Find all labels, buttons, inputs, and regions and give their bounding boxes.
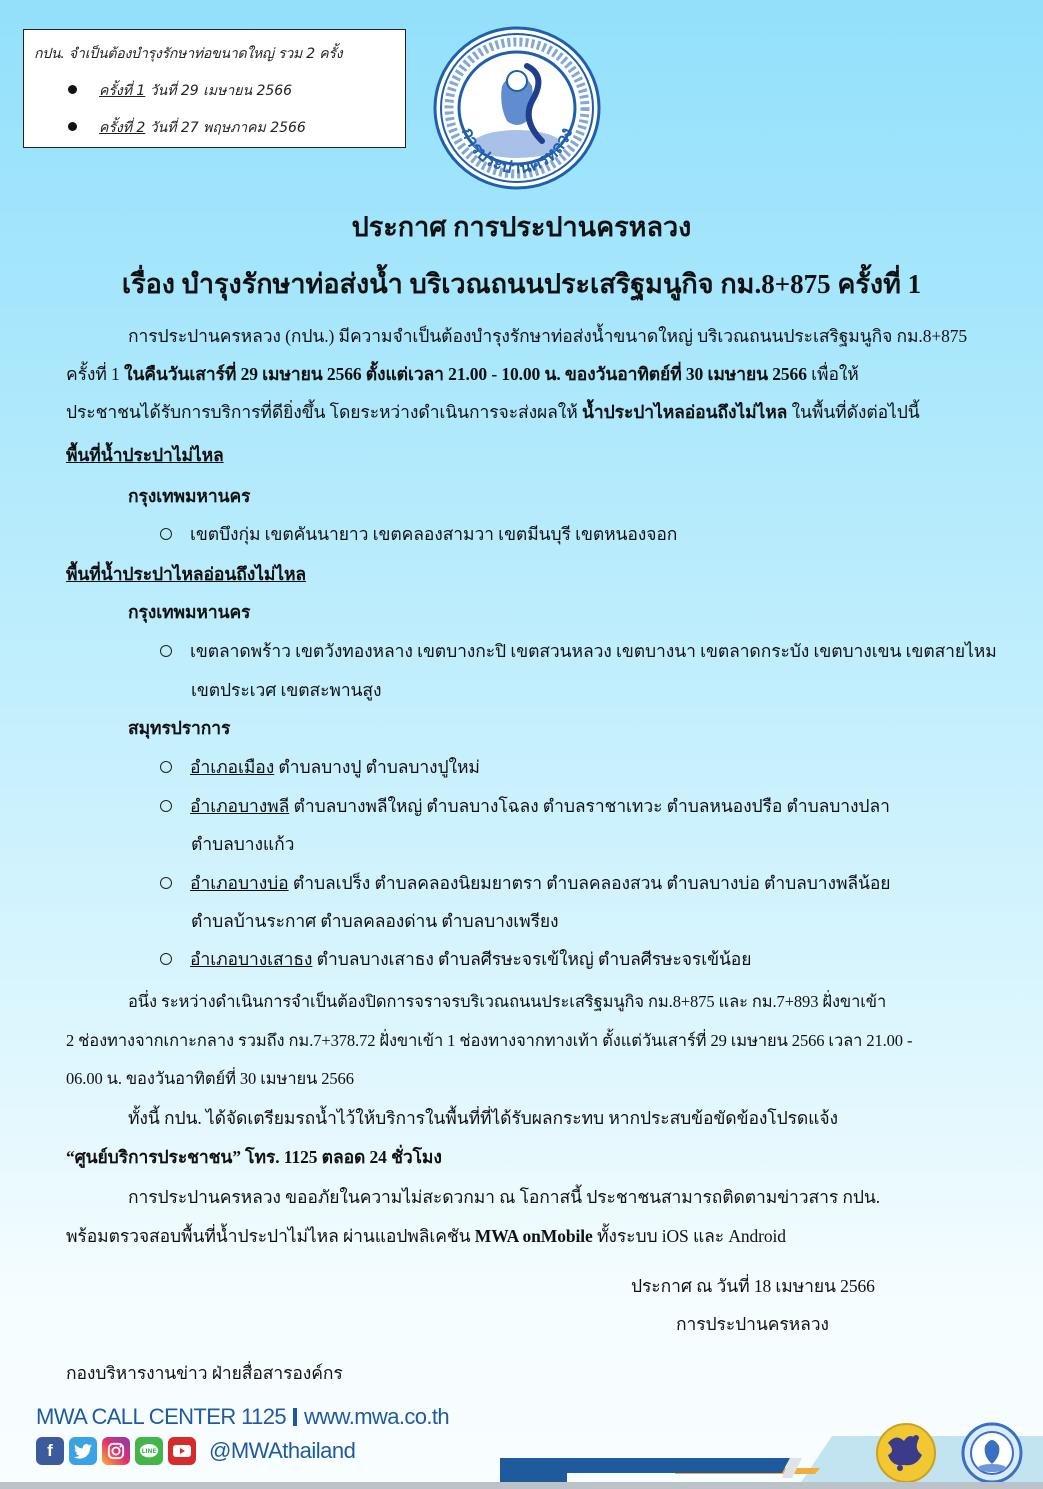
- circle-bullet-icon: [160, 800, 172, 812]
- apology-line-2: [66, 1222, 786, 1250]
- intro-effect: น้ำประปาไหลอ่อนถึงไม่ไหล: [581, 402, 788, 422]
- app-name: MWA onMobile: [474, 1226, 593, 1246]
- amphoe-name: อำเภอเมือง: [190, 757, 275, 777]
- amphoe-item: [160, 945, 751, 973]
- intro-text: เพื่อให้: [806, 364, 859, 384]
- low-water-province-bkk: กรุงเทพมหานคร: [128, 602, 251, 622]
- amphoe-item: [160, 753, 480, 781]
- instagram-icon[interactable]: [102, 1437, 130, 1465]
- tambon-list: ตำบลบางเสาธง ตำบลศีรษะจรเข้ใหญ่ ตำบลศีรษะจรเข้น้อย: [312, 949, 752, 969]
- footer-contact: [36, 1404, 449, 1430]
- intro-schedule: ในคืนวันเสาร์ที่ 29 เมษายน 2566 ตั้งแต่เวลา 21.00 - 10.00 น. ของวันอาทิตย์ที่ 30 เมษายน 2566: [124, 364, 807, 384]
- tambon-list: ตำบลบางพลีใหญ่ ตำบลบางโฉลง ตำบลราชาเทวะ ตำบลหนองปรือ ตำบลบางปลา: [289, 796, 890, 816]
- notice-item-date: วันที่ 29 เมษายน 2566: [145, 83, 293, 99]
- traffic-line-1: อนึ่ง ระหว่างดำเนินการจำเป็นต้องปิดการจราจรบริเวณถนนประเสริฐมนูกิจ กม.8+875 และ กม.7+893 ฝั่งขาเข้า: [128, 992, 887, 1011]
- youtube-icon[interactable]: [168, 1437, 196, 1465]
- service-line-1: ทั้งนี้ กปน. ได้จัดเตรียมรถน้ำไว้ให้บริการในพื้นที่ที่ได้รับผลกระทบ หากประสบข้อขัดข้องโปรดแจ้ง: [128, 1108, 838, 1128]
- amphoe-name: อำเภอบางบ่อ: [190, 873, 289, 893]
- circle-bullet-icon: [160, 528, 172, 540]
- tambon-list-cont: ตำบลบ้านระกาศ ตำบลคลองด่าน ตำบลบางเพรียง: [191, 911, 559, 931]
- intro-line-3: [66, 398, 920, 426]
- website-link[interactable]: www.mwa.co.th: [304, 1404, 450, 1429]
- low-water-bkk-districts: [160, 637, 997, 665]
- no-water-province: กรุงเทพมหานคร: [128, 486, 251, 506]
- low-water-heading: พื้นที่น้ำประปาไหลอ่อนถึงไม่ไหล: [66, 564, 307, 584]
- social-handle[interactable]: @MWAthailand: [209, 1438, 356, 1463]
- notice-box: [23, 29, 406, 148]
- bullet-icon: [68, 85, 77, 94]
- notice-item-date: วันที่ 27 พฤษภาคม 2566: [145, 120, 306, 136]
- apology-line-1: การประปานครหลวง ขออภัยในความไม่สะดวกมา ณ โอกาสนี้ ประชาชนสามารถติดตามข่าวสาร กปน.: [128, 1187, 881, 1207]
- bullet-icon: [68, 122, 77, 131]
- low-water-province-spk: สมุทรปราการ: [128, 718, 231, 738]
- tambon-list-cont: ตำบลบางแก้ว: [191, 834, 295, 854]
- district-list: เขตลาดพร้าว เขตวังทองหลาง เขตบางกะปิ เขตสวนหลวง เขตบางนา เขตลาดกระบัง เขตบางเขน เขตสายไหม: [190, 641, 997, 661]
- bottom-strip: [0, 1482, 1043, 1489]
- no-water-heading: พื้นที่น้ำประปาไม่ไหล: [66, 445, 224, 465]
- dragon-seal-icon: [877, 1424, 935, 1482]
- mwa-logo-icon: [432, 26, 602, 191]
- circle-bullet-icon: [160, 953, 172, 965]
- department-name: กองบริหารงานข่าว ฝ่ายสื่อสารองค์กร: [66, 1363, 343, 1383]
- notice-item-1: [68, 80, 292, 102]
- service-line-2: “ศูนย์บริการประชาชน” โทร. 1125 ตลอด 24 ชั่วโมง: [66, 1147, 442, 1167]
- facebook-icon[interactable]: f: [36, 1437, 64, 1465]
- notice-title: กปน. จำเป็นต้องบำรุงรักษาท่อขนาดใหญ่ รวม 2 ครั้ง: [34, 46, 343, 62]
- svg-text:การประปานครหลวง: การประปานครหลวง: [456, 125, 578, 179]
- circle-bullet-icon: [160, 877, 172, 889]
- call-center: MWA CALL CENTER 1125: [36, 1404, 287, 1429]
- amphoe-name: อำเภอบางเสาธง: [190, 949, 313, 969]
- tambon-list: ตำบลเปร็ง ตำบลคลองนิยมยาตรา ตำบลคลองสวน ตำบลบางบ่อ ตำบลบางพลีน้อย: [288, 873, 891, 893]
- intro-line-2: [66, 360, 859, 388]
- separator: [293, 1408, 297, 1426]
- signature-date: ประกาศ ณ วันที่ 18 เมษายน 2566: [631, 1276, 875, 1296]
- intro-text: ครั้งที่ 1: [66, 364, 124, 384]
- notice-item-label: ครั้งที่ 2: [99, 120, 146, 136]
- intro-text: ในพื้นที่ดังต่อไปนี้: [787, 402, 920, 422]
- twitter-icon[interactable]: [69, 1437, 97, 1465]
- mwa-seal-small-icon: [963, 1424, 1021, 1482]
- circle-bullet-icon: [160, 645, 172, 657]
- line-icon[interactable]: [135, 1437, 163, 1465]
- intro-line-1: การประปานครหลวง (กปน.) มีความจำเป็นต้องบำรุงรักษาท่อส่งน้ำขนาดใหญ่ บริเวณถนนประเสริฐมนูกิจ กม.8+875: [128, 326, 968, 346]
- notice-item-label: ครั้งที่ 1: [99, 83, 146, 99]
- amphoe-item: [160, 792, 890, 820]
- traffic-line-3: 06.00 น. ของวันอาทิตย์ที่ 30 เมษายน 2566: [66, 1069, 354, 1088]
- tambon-list: ตำบลบางปู ตำบลบางปูใหม่: [274, 757, 480, 777]
- low-water-bkk-districts-cont: เขตประเวศ เขตสะพานสูง: [191, 680, 382, 700]
- svg-text:LINE: LINE: [141, 1448, 157, 1455]
- circle-bullet-icon: [160, 761, 172, 773]
- amphoe-name: อำเภอบางพลี: [190, 796, 290, 816]
- intro-text: ประชาชนได้รับการบริการที่ดียิ่งขึ้น โดยระหว่างดำเนินการจะส่งผลให้: [66, 402, 582, 422]
- apology-text: พร้อมตรวจสอบพื้นที่น้ำประปาไม่ไหล ผ่านแอปพลิเคชัน: [66, 1226, 475, 1246]
- signature-org: การประปานครหลวง: [676, 1314, 829, 1334]
- no-water-districts: [160, 520, 677, 548]
- district-list: เขตบึงกุ่ม เขตคันนายาว เขตคลองสามวา เขตมีนบุรี เขตหนองจอก: [190, 524, 678, 544]
- page-title: ประกาศ การประปานครหลวง: [351, 212, 692, 242]
- page-subject: เรื่อง บำรุงรักษาท่อส่งน้ำ บริเวณถนนประเสริฐมนูกิจ กม.8+875 ครั้งที่ 1: [121, 269, 922, 299]
- traffic-line-2: 2 ช่องทางจากเกาะกลาง รวมถึง กม.7+378.72 ฝั่งขาเข้า 1 ช่องทางจากทางเท้า ตั้งแต่วันเสาร์ที่ 29 เมษายน 2566 เวลา 21.00 -: [66, 1031, 913, 1050]
- amphoe-item: [160, 869, 890, 897]
- notice-item-2: [68, 117, 306, 139]
- social-links: [36, 1436, 355, 1466]
- apology-text: ทั้งระบบ iOS และ Android: [592, 1226, 786, 1246]
